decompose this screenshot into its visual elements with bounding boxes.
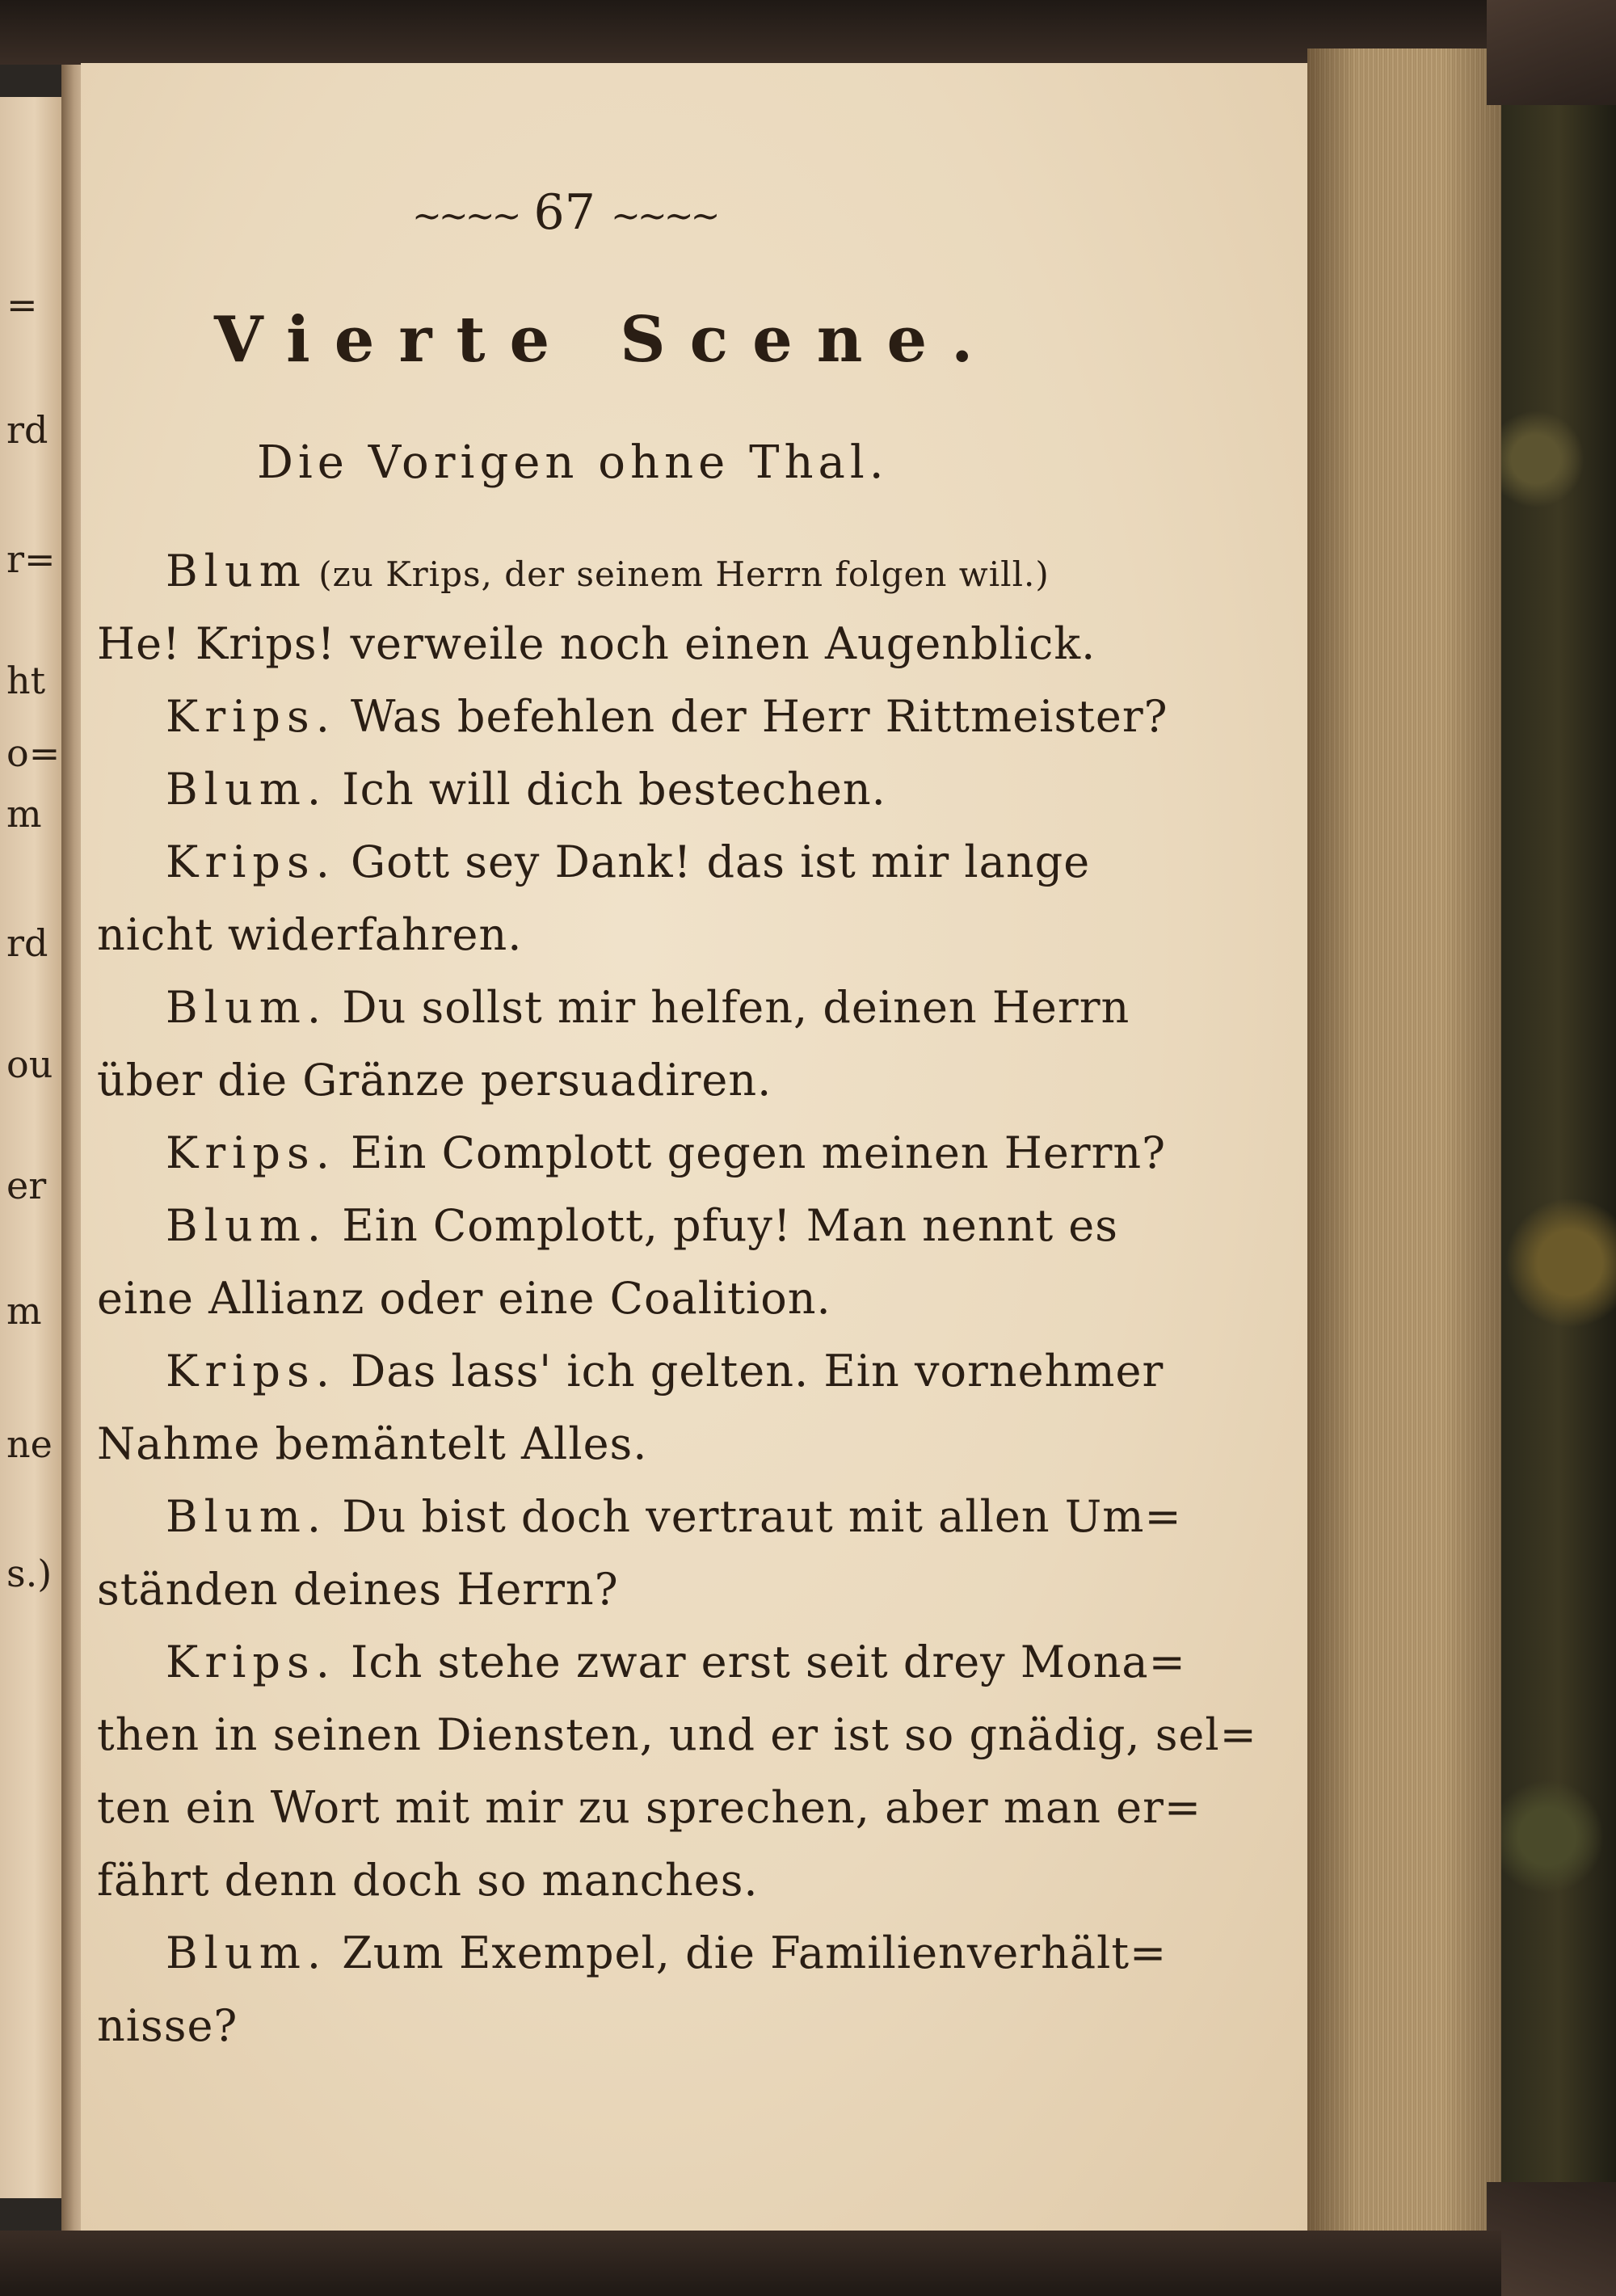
text-line xyxy=(97,1055,772,1106)
line-text: fährt denn doch so manches. xyxy=(97,1855,759,1906)
text-line xyxy=(166,836,1090,887)
left-page-fragment-text: = xyxy=(6,283,38,326)
left-page-fragment-text: ne xyxy=(6,1422,53,1466)
text-line xyxy=(97,618,1096,669)
left-page-fragment xyxy=(0,97,63,2198)
text-line xyxy=(97,1273,831,1324)
text-line xyxy=(97,1709,1257,1760)
text-line xyxy=(166,764,886,815)
text-line xyxy=(97,1855,759,1906)
left-page-fragment-text: s.) xyxy=(6,1552,53,1595)
speaker-name: Blum xyxy=(166,546,307,596)
text-line xyxy=(166,546,1050,596)
scene-title: Vierte Scene. xyxy=(214,303,998,377)
page-number: 67 xyxy=(533,184,595,241)
line-text: ten ein Wort mit mir zu sprechen, aber man er= xyxy=(97,1782,1202,1833)
line-text: Gott sey Dank! das ist mir lange xyxy=(335,836,1091,887)
page-edges-shadow xyxy=(1307,48,1501,2231)
left-page-fragment-text: m xyxy=(6,792,42,836)
text-line xyxy=(166,1927,1167,1978)
left-page-fragment-text: rd xyxy=(6,921,48,965)
book-cover-bottom xyxy=(0,2231,1501,2296)
text-line xyxy=(166,1637,1186,1687)
line-text: eine Allianz oder eine Coalition. xyxy=(97,1273,831,1324)
line-text: Du sollst mir helfen, deinen Herrn xyxy=(327,982,1130,1033)
line-text: He! Krips! verweile noch einen Augenblick. xyxy=(97,618,1096,669)
text-line xyxy=(97,2000,238,2051)
line-text: über die Gränze persuadiren. xyxy=(97,1055,772,1106)
line-text: nicht widerfahren. xyxy=(97,909,523,960)
speaker-name: Krips. xyxy=(166,691,336,742)
left-page-fragment-text: r= xyxy=(6,537,56,581)
line-text: Das lass' ich gelten. Ein vornehmer xyxy=(335,1346,1164,1397)
speaker-name: Blum. xyxy=(166,764,328,815)
text-line xyxy=(166,1346,1164,1397)
left-page-fragment-text: ou xyxy=(6,1043,53,1086)
speaker-name: Krips. xyxy=(166,1127,336,1178)
cover-corner-bottom xyxy=(1487,2182,1616,2296)
ornament-left: ~~~~ xyxy=(412,195,519,237)
text-line xyxy=(166,982,1130,1033)
speaker-name: Krips. xyxy=(166,836,336,887)
speaker-name: Krips. xyxy=(166,1637,336,1687)
text-line xyxy=(97,1564,619,1615)
text-line xyxy=(97,1782,1201,1833)
line-text: Zum Exempel, die Familienverhält= xyxy=(327,1927,1168,1978)
line-text: Ein Complott, pfuy! Man nennt es xyxy=(327,1200,1118,1251)
text-line xyxy=(166,1491,1182,1542)
page-number-header xyxy=(412,184,717,241)
ornament-right: ~~~~ xyxy=(610,195,718,237)
book-cover-top xyxy=(0,0,1501,65)
line-text: Ich stehe zwar erst seit drey Mona= xyxy=(335,1637,1186,1687)
speaker-name: Blum. xyxy=(166,1200,328,1251)
text-line xyxy=(166,691,1168,742)
left-page-fragment-text: rd xyxy=(6,408,48,452)
cover-corner-top xyxy=(1487,0,1616,105)
line-text: Ein Complott gegen meinen Herrn? xyxy=(335,1127,1167,1178)
text-line xyxy=(166,1200,1118,1251)
line-text: then in seinen Diensten, und er ist so gnädig, sel= xyxy=(97,1709,1257,1760)
line-text: Du bist doch vertraut mit allen Um= xyxy=(327,1491,1182,1542)
speaker-name: Krips. xyxy=(166,1346,336,1397)
stage-direction: (zu Krips, der seinem Herrn folgen will.) xyxy=(306,554,1050,594)
speaker-name: Blum. xyxy=(166,1491,328,1542)
line-text: Ich will dich bestechen. xyxy=(327,764,886,815)
text-line xyxy=(97,909,522,960)
left-page-fragment-text: er xyxy=(6,1164,47,1207)
text-line xyxy=(166,1127,1166,1178)
scene-subtitle: Die Vorigen ohne Thal. xyxy=(257,436,889,489)
left-page-fragment-text: o= xyxy=(6,731,61,775)
line-text: ständen deines Herrn? xyxy=(97,1564,619,1615)
speaker-name: Blum. xyxy=(166,982,328,1033)
text-line xyxy=(97,1418,647,1469)
left-page-fragment-text: ht xyxy=(6,659,46,702)
left-page-fragment-text: m xyxy=(6,1289,42,1333)
line-text: Nahme bemäntelt Alles. xyxy=(97,1418,648,1469)
speaker-name: Blum. xyxy=(166,1927,328,1978)
line-text: nisse? xyxy=(97,2000,238,2051)
marbled-cover xyxy=(1501,0,1616,2296)
line-text: Was befehlen der Herr Rittmeister? xyxy=(335,691,1168,742)
